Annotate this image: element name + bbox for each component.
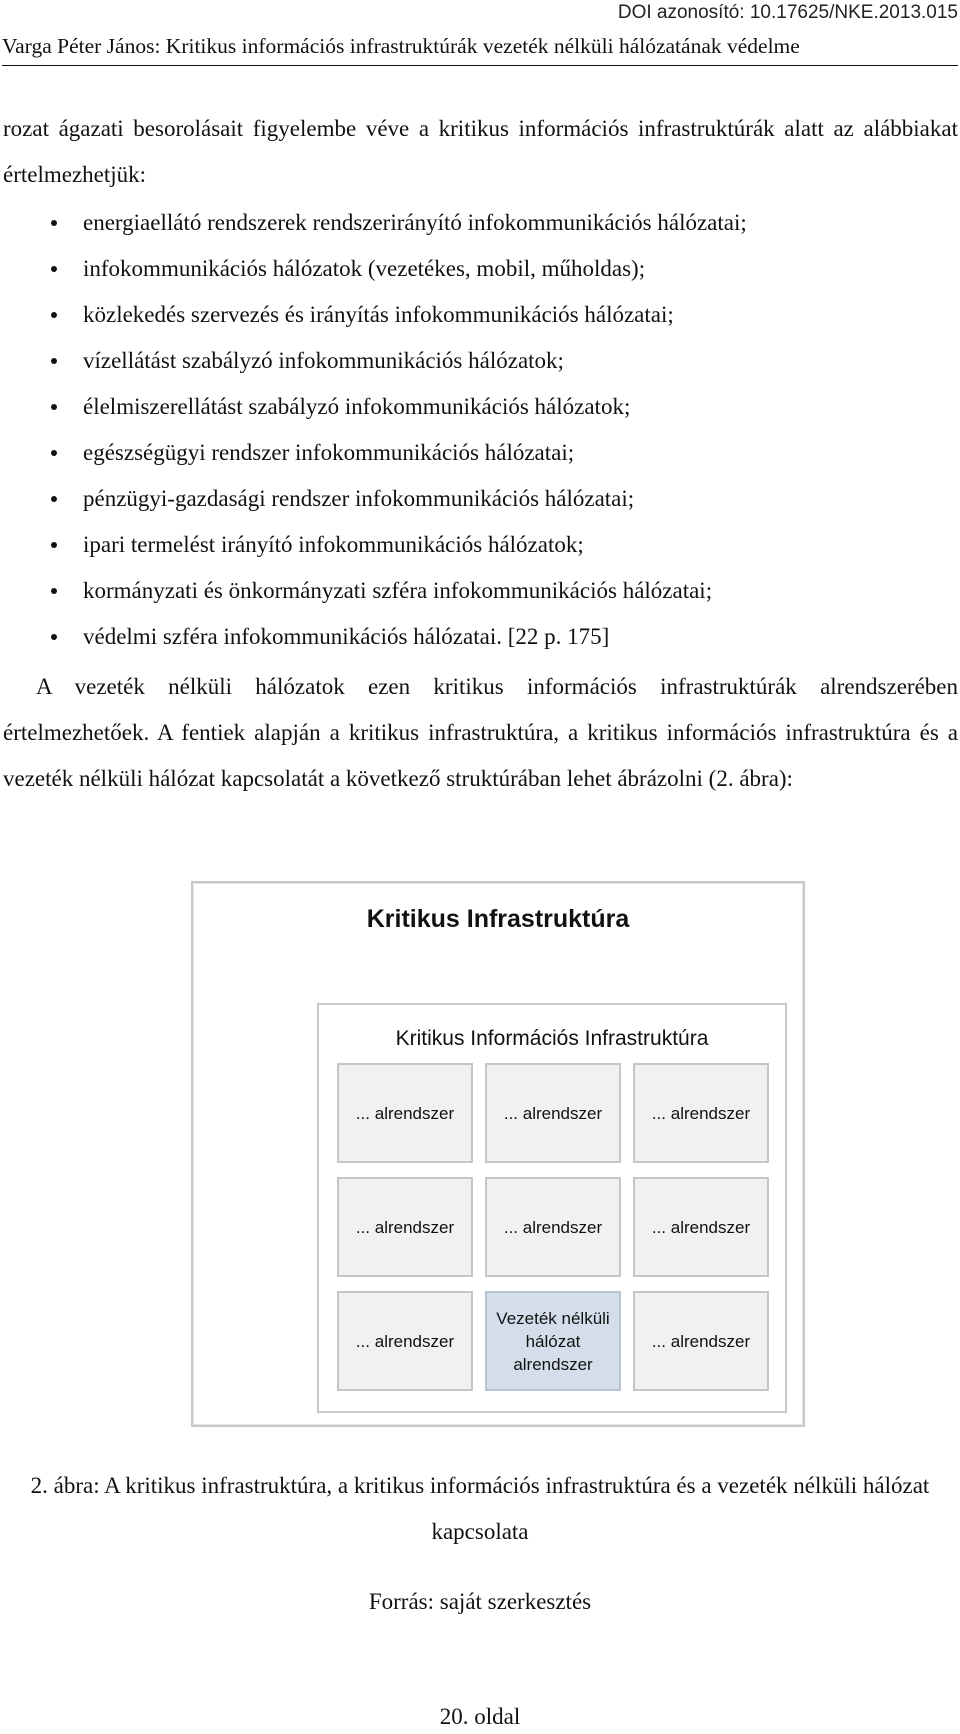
header-rule — [2, 65, 958, 66]
bullet-icon — [51, 266, 57, 272]
list-item — [0, 522, 950, 568]
bullet-icon — [51, 496, 57, 502]
paragraph-intro: rozat ágazati besorolásait figyelembe véve a kritikus információs infrastruktúrák alatt az alábbiakat értelmezhetjük: — [3, 116, 958, 187]
bullet-icon — [51, 404, 57, 410]
list-item-text: védelmi szféra infokommunikációs hálózatai. [22 p. 175] — [83, 624, 610, 649]
list-item — [0, 430, 950, 476]
bullet-icon — [51, 450, 57, 456]
bullet-icon — [51, 358, 57, 364]
list-item — [0, 614, 950, 660]
figure-source: Forrás: saját szerkesztés — [368, 1589, 592, 1614]
list-item — [0, 338, 950, 384]
list-item — [0, 200, 950, 246]
list-item — [0, 292, 950, 338]
list-item-text: energiaellátó rendszerek rendszerirányító infokommunikációs hálózatai; — [83, 210, 747, 235]
subsystem-box: ... alrendszer — [485, 1063, 621, 1163]
list-item — [0, 246, 950, 292]
subsystem-box: ... alrendszer — [633, 1063, 769, 1163]
list-item-text: közlekedés szervezés és irányítás infokommunikációs hálózatai; — [83, 302, 674, 327]
list-item-text: pénzügyi-gazdasági rendszer infokommunikációs hálózatai; — [83, 486, 635, 511]
subsystem-box: ... alrendszer — [337, 1291, 473, 1391]
diagram-inner-title: Kritikus Információs Infrastruktúra — [395, 1027, 709, 1050]
list-item-text: ipari termelést irányító infokommunikációs hálózatok; — [83, 532, 584, 557]
subsystem-box: ... alrendszer — [633, 1291, 769, 1391]
diagram-inner-box — [317, 1003, 787, 1413]
list-item-text: egészségügyi rendszer infokommunikációs hálózatai; — [83, 440, 575, 465]
bullet-icon — [51, 542, 57, 548]
bullet-icon — [51, 220, 57, 226]
infrastructure-diagram — [191, 881, 805, 1427]
subsystem-box: ... alrendszer — [337, 1177, 473, 1277]
subsystem-grid — [337, 1063, 769, 1391]
bullet-icon — [51, 312, 57, 318]
wireless-subsystem-box: Vezeték nélküli hálózat alrendszer — [485, 1291, 621, 1391]
list-item — [0, 476, 950, 522]
list-item-text: infokommunikációs hálózatok (vezetékes, mobil, műholdas); — [83, 256, 646, 281]
figure-caption: 2. ábra: A kritikus infrastruktúra, a kritikus információs infrastruktúra és a vezeték nélküli hálózat kapcsolata — [30, 1473, 930, 1544]
list-item-text: élelmiszerellátást szabályzó infokommunikációs hálózatok; — [83, 394, 631, 419]
subsystem-box: ... alrendszer — [485, 1177, 621, 1277]
paragraph-wireless: A vezeték nélküli hálózatok ezen kritikus információs infrastruktúrák alrendszerében értelmezhetőek. A fentiek alapján a kritikus infrastruktúra, a kritikus információs infrastruktúra és a vezeték nélküli hálózat kapcsolatát a következő struktúrában lehet ábrázolni (2. ábra): — [3, 674, 958, 791]
list-item — [0, 384, 950, 430]
list-item-text: vízellátást szabályzó infokommunikációs hálózatok; — [83, 348, 564, 373]
list-item — [0, 568, 950, 614]
bullet-icon — [51, 588, 57, 594]
running-head: Varga Péter János: Kritikus információs infrastruktúrák vezeték nélküli hálózatának védelme — [2, 34, 800, 58]
doi-identifier: DOI azonosító: 10.17625/NKE.2013.015 — [617, 2, 958, 23]
subsystem-box: ... alrendszer — [633, 1177, 769, 1277]
bullet-icon — [51, 634, 57, 640]
list-item-text: kormányzati és önkormányzati szféra infokommunikációs hálózatai; — [83, 578, 713, 603]
subsystem-box: ... alrendszer — [337, 1063, 473, 1163]
infrastructure-list — [0, 200, 950, 660]
diagram-outer-title: Kritikus Infrastruktúra — [366, 905, 630, 933]
page-number: 20. oldal — [439, 1704, 521, 1729]
